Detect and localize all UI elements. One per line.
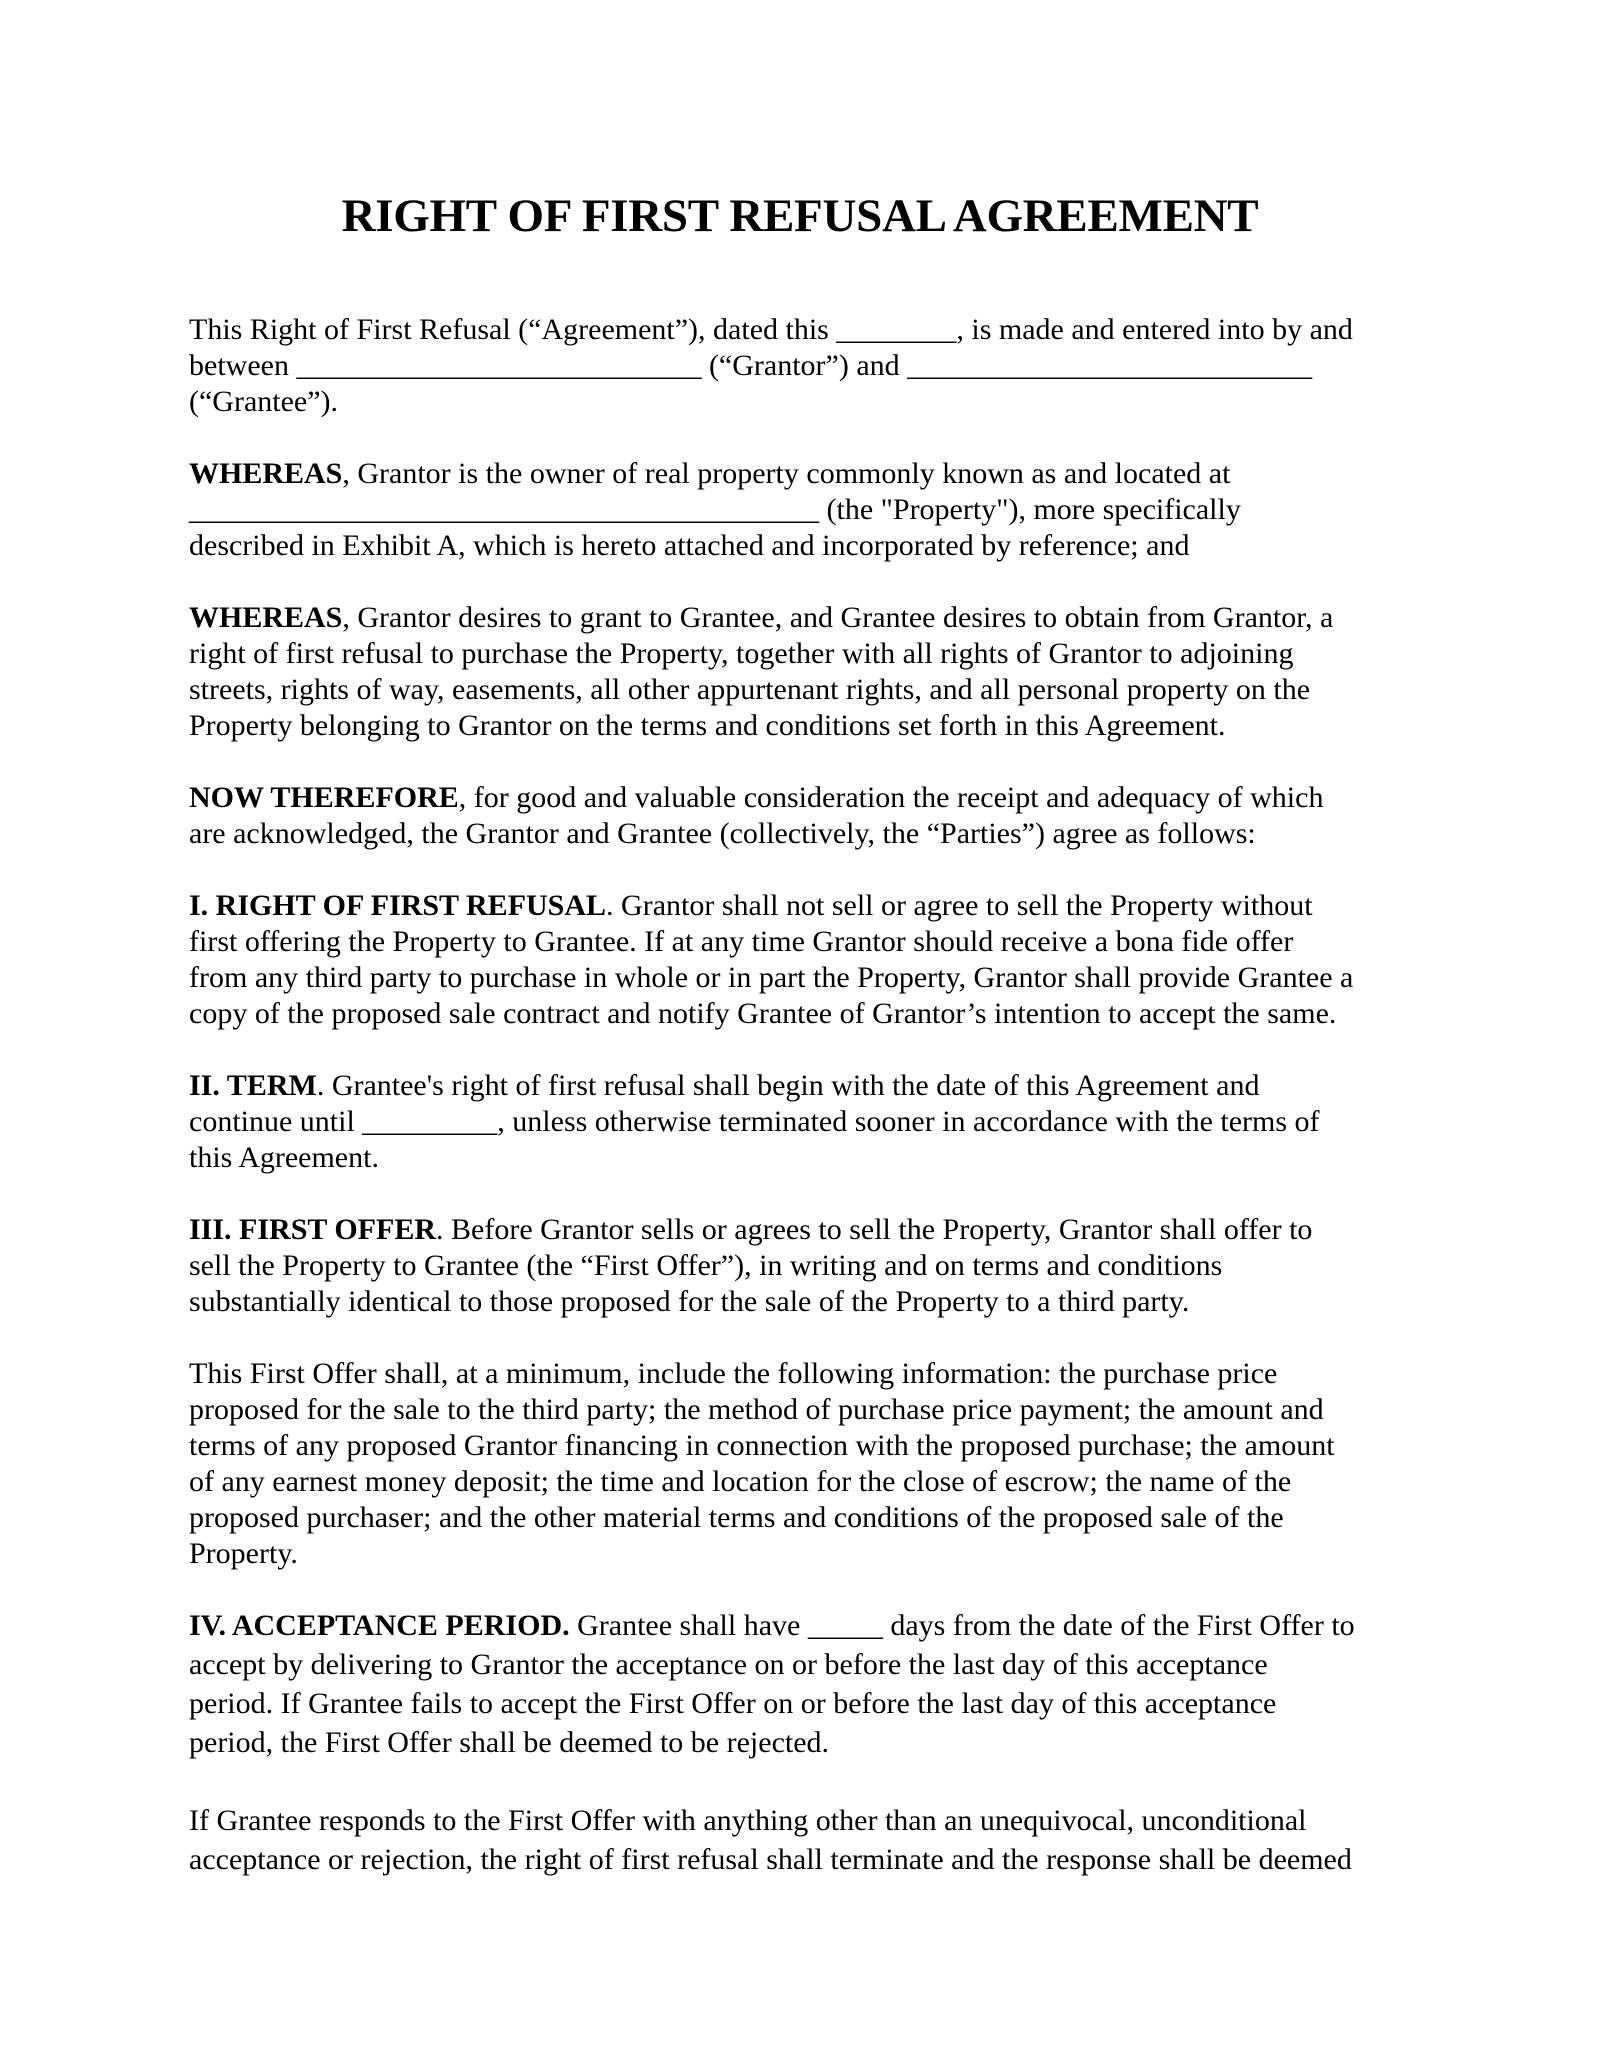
- section-right-of-first-refusal: [189, 888, 1429, 1032]
- whereas-label: WHEREAS: [189, 601, 343, 634]
- text-line: Property.: [189, 1537, 298, 1570]
- text-line: sell the Property to Grantee (the “First Offer”), in writing and on terms and conditions: [189, 1249, 1223, 1282]
- section-acceptance-period: [189, 1608, 1429, 1764]
- text-line: first offering the Property to Grantee. If at any time Grantor should receive a bona fide offer: [189, 925, 1294, 958]
- text-line: copy of the proposed sale contract and notify Grantee of Grantor’s intention to accept the same.: [189, 997, 1337, 1030]
- text-line: (“Grantee”).: [189, 385, 339, 418]
- text-line: proposed for the sale to the third party; the method of purchase price payment; the amount and: [189, 1393, 1324, 1426]
- text-line: accept by delivering to Grantor the acceptance on or before the last day of this acceptance: [189, 1648, 1268, 1681]
- text-line: substantially identical to those proposed for the sale of the Property to a third party.: [189, 1285, 1190, 1318]
- text-line: right of first refusal to purchase the Property, together with all rights of Grantor to adjoining: [189, 637, 1294, 670]
- text-line: Grantee shall have _____ days from the date of the First Offer to: [569, 1609, 1355, 1642]
- text-line: . Grantee's right of first refusal shall begin with the date of this Agreement and: [316, 1069, 1260, 1102]
- intro-paragraph: [189, 312, 1429, 420]
- text-line: . Before Grantor sells or agrees to sell the Property, Grantor shall offer to: [436, 1213, 1313, 1246]
- text-line: of any earnest money deposit; the time and location for the close of escrow; the name of the: [189, 1465, 1292, 1498]
- text-line: , Grantor desires to grant to Grantee, and Grantee desires to obtain from Grantor, a: [342, 601, 1334, 634]
- text-line: from any third party to purchase in whole or in part the Property, Grantor shall provide Grantee a: [189, 961, 1354, 994]
- text-line: between ___________________________ (“Grantor”) and ___________________________: [189, 349, 1313, 382]
- text-line: continue until _________, unless otherwise terminated sooner in accordance with the terms of: [189, 1105, 1320, 1138]
- text-line: streets, rights of way, easements, all other appurtenant rights, and all personal property on the: [189, 673, 1311, 706]
- whereas-paragraph-2: [189, 600, 1429, 744]
- section-first-offer: [189, 1212, 1429, 1320]
- text-line: period. If Grantee fails to accept the First Offer on or before the last day of this acceptance: [189, 1687, 1277, 1720]
- text-line: terms of any proposed Grantor financing in connection with the proposed purchase; the amount: [189, 1429, 1335, 1462]
- section-term: [189, 1068, 1429, 1176]
- acceptance-response-paragraph: [189, 1803, 1429, 1881]
- text-line: , Grantor is the owner of real property commonly known as and located at: [342, 457, 1231, 490]
- text-line: This Right of First Refusal (“Agreement”), dated this ________, is made and entered into by and: [189, 313, 1353, 346]
- section-heading: IV. ACCEPTANCE PERIOD.: [189, 1609, 570, 1642]
- text-line: __________________________________________ (the "Property"), more specifically: [189, 493, 1241, 526]
- whereas-paragraph-1: [189, 456, 1429, 564]
- text-line: Property belonging to Grantor on the terms and conditions set forth in this Agreement.: [189, 709, 1226, 742]
- section-heading: III. FIRST OFFER: [189, 1213, 437, 1246]
- text-line: are acknowledged, the Grantor and Grantee (collectively, the “Parties”) agree as follows:: [189, 817, 1256, 850]
- text-line: described in Exhibit A, which is hereto attached and incorporated by reference; and: [189, 529, 1190, 562]
- text-line: acceptance or rejection, the right of first refusal shall terminate and the response shall be deemed: [189, 1843, 1352, 1876]
- text-line: This First Offer shall, at a minimum, include the following information: the purchase price: [189, 1357, 1278, 1390]
- text-line: proposed purchaser; and the other material terms and conditions of the proposed sale of the: [189, 1501, 1284, 1534]
- now-therefore-label: NOW THEREFORE: [189, 781, 459, 814]
- first-offer-details-paragraph: [189, 1356, 1429, 1572]
- text-line: If Grantee responds to the First Offer with anything other than an unequivocal, unconditional: [189, 1804, 1307, 1837]
- document-body: [189, 312, 1429, 1881]
- whereas-label: WHEREAS: [189, 457, 343, 490]
- text-line: , for good and valuable consideration the receipt and adequacy of which: [458, 781, 1324, 814]
- text-line: period, the First Offer shall be deemed to be rejected.: [189, 1726, 830, 1759]
- section-heading: I. RIGHT OF FIRST REFUSAL: [189, 889, 607, 922]
- now-therefore-paragraph: [189, 780, 1429, 852]
- document-title: RIGHT OF FIRST REFUSAL AGREEMENT: [341, 190, 1259, 242]
- text-line: . Grantor shall not sell or agree to sell the Property without: [606, 889, 1313, 922]
- text-line: this Agreement.: [189, 1141, 379, 1174]
- section-heading: II. TERM: [189, 1069, 317, 1102]
